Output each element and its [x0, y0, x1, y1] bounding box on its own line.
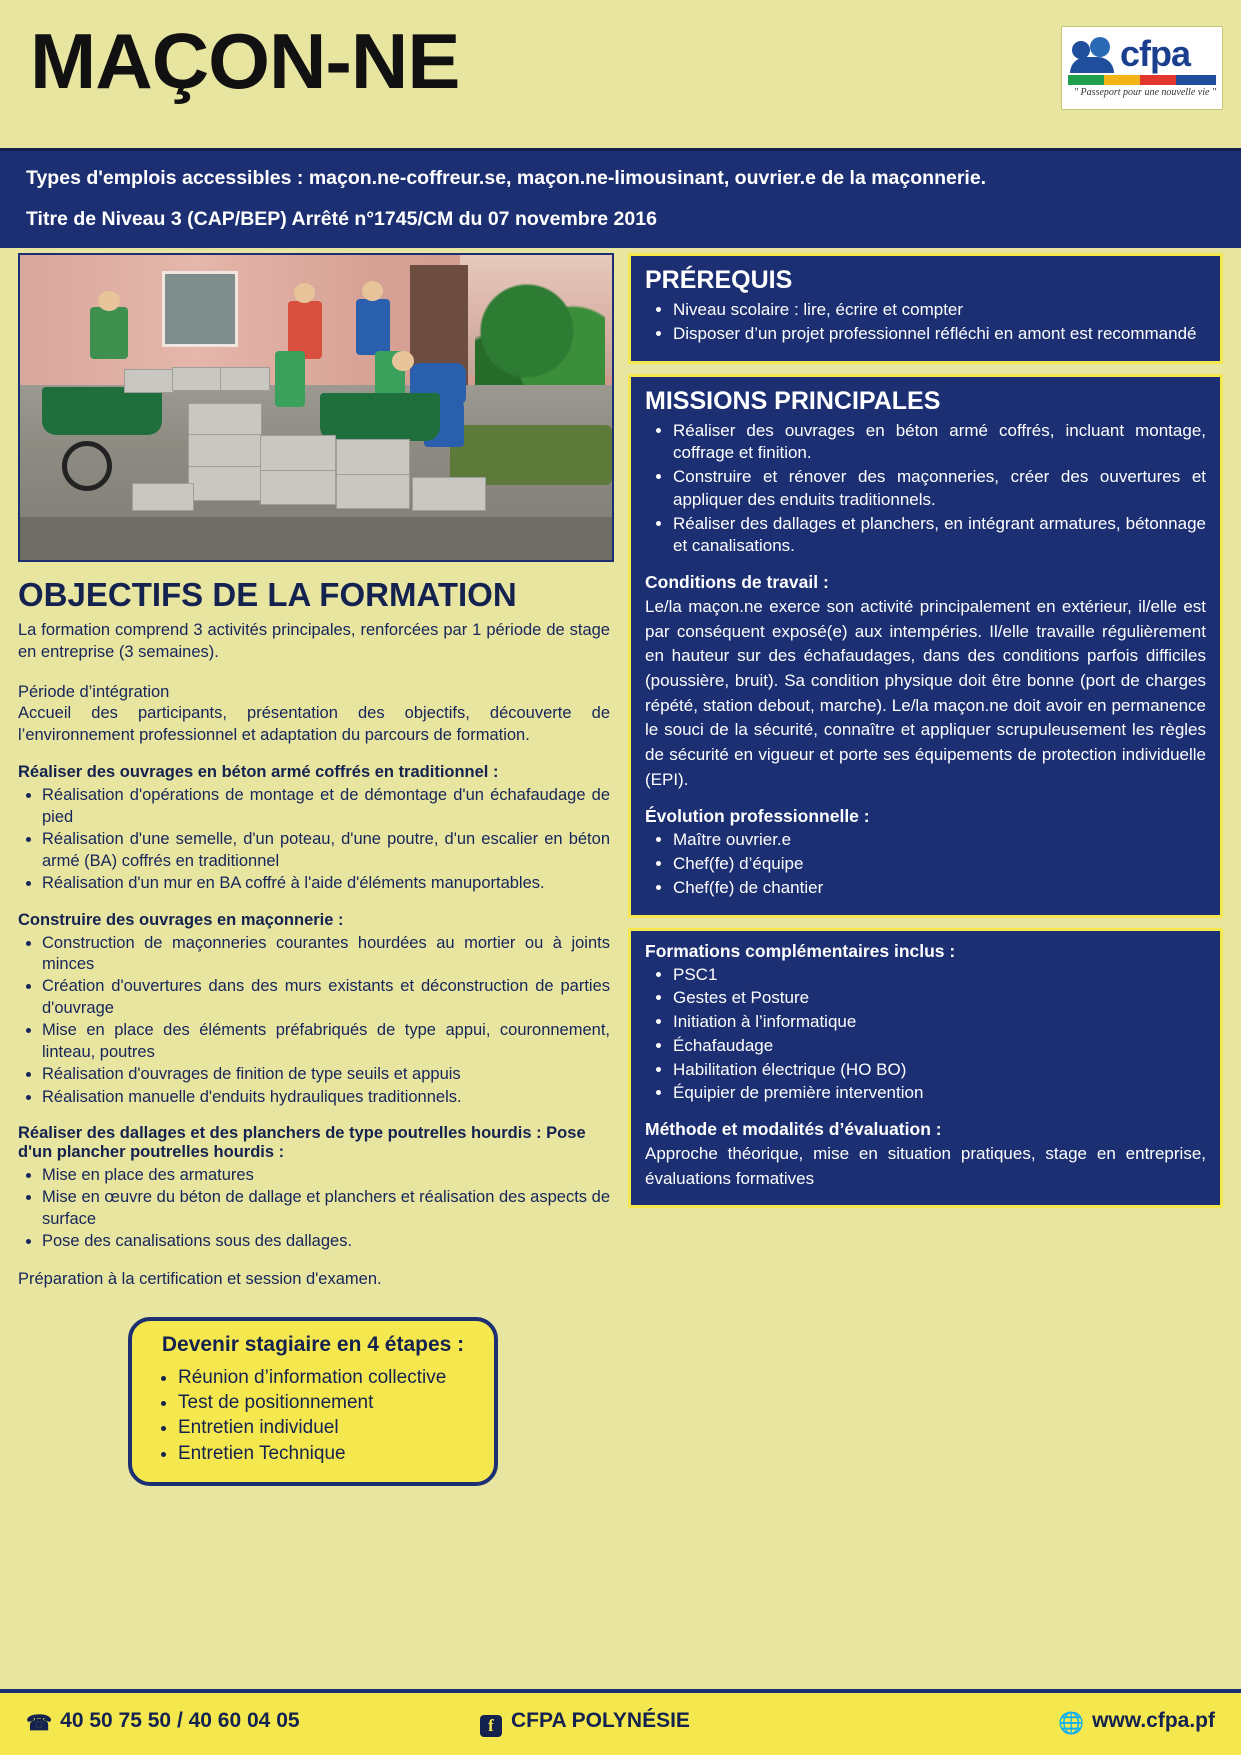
extra-trainings-title: Formations complémentaires inclus : — [645, 940, 956, 961]
certification-line: Titre de Niveau 3 (CAP/BEP) Arrêté n°1745/CM du 07 novembre 2016 — [26, 208, 657, 230]
list-item: • Construction de maçonneries courantes hourdées au mortier ou à joints minces — [42, 933, 610, 976]
steps-list — [148, 1365, 478, 1466]
list-item: • Pose des canalisations sous des dallages. — [42, 1231, 610, 1252]
list-item: • Équipier de première intervention — [673, 1082, 1206, 1105]
list-item: • Mise en œuvre du béton de dallage et planchers et réalisation des aspects de surface — [42, 1187, 610, 1230]
missions-title: MISSIONS PRINCIPALES — [645, 386, 941, 415]
closing-text: Préparation à la certification et session d'examen. — [18, 1269, 382, 1288]
steps-box — [128, 1317, 498, 1486]
objectives-title: OBJECTIFS DE LA FORMATION — [18, 576, 517, 613]
footer — [0, 1689, 1241, 1755]
logo-wordmark: cfpa — [1120, 33, 1191, 74]
footer-website[interactable] — [1058, 1709, 1215, 1736]
footer-phone[interactable] — [26, 1709, 300, 1736]
logo-slogan: " Passeport pour une nouvelle vie " — [1073, 87, 1217, 98]
work-conditions-title: Conditions de travail : — [645, 572, 829, 593]
extra-trainings-box — [628, 928, 1223, 1209]
logo-top — [1062, 29, 1222, 77]
list-item: • Chef(fe) de chantier — [673, 877, 1206, 900]
list-item: • Réaliser des ouvrages en béton armé coffrés, incluant montage, coffrage et finition. — [673, 420, 1206, 466]
list-item: • Réalisation d'un mur en BA coffré à l'aide d'éléments manuportables. — [42, 873, 610, 894]
missions-box — [628, 374, 1223, 918]
steps-title: Devenir stagiaire en 4 étapes : — [161, 1332, 465, 1356]
section-2-list — [18, 933, 610, 1109]
objectives-intro: La formation comprend 3 activités principales, renforcées par 1 période de stage en entreprise (3 semaines). — [18, 620, 610, 661]
list-item: • Disposer d’un projet professionnel réfléchi en amont est recommandé — [673, 323, 1206, 346]
section-1-heading: Réaliser des ouvrages en béton armé coffrés en traditionnel : — [18, 763, 499, 782]
list-item: • Mise en place des armatures — [42, 1165, 610, 1186]
footer-facebook[interactable] — [480, 1709, 690, 1737]
list-item: • Initiation à l’informatique — [673, 1011, 1206, 1034]
list-item: • PSC1 — [673, 964, 1206, 987]
jobs-line: Types d'emplois accessibles : maçon.ne-coffreur.se, maçon.ne-limousinant, ouvrier.e de la maçonnerie. — [26, 167, 987, 189]
section-1-list — [18, 785, 610, 894]
list-item: • Test de positionnement — [178, 1390, 478, 1415]
career-list — [645, 829, 1206, 899]
footer-website-text: www.cfpa.pf — [1092, 1709, 1215, 1732]
jobs-band — [0, 148, 1241, 248]
left-column — [18, 253, 610, 1486]
prerequisites-title: PRÉREQUIS — [645, 266, 793, 294]
globe-icon: 🌐 — [1057, 1712, 1085, 1735]
list-item: • Réalisation d'une semelle, d'un poteau, d'une poutre, d'un escalier en béton armé (BA) coffrés en traditionnel — [42, 829, 610, 872]
logo-stripes — [1068, 75, 1216, 85]
extra-trainings-list — [645, 964, 1206, 1106]
list-item: • Mise en place des éléments préfabriqués de type appui, couronnement, linteau, poutres — [42, 1020, 610, 1063]
evaluation-title: Méthode et modalités d’évaluation : — [645, 1119, 942, 1140]
list-item: • Réaliser des dallages et planchers, en intégrant armatures, bétonnage et canalisations. — [673, 513, 1206, 559]
career-title: Évolution professionnelle : — [645, 806, 870, 827]
prerequisites-box — [628, 253, 1223, 364]
list-item: • Échafaudage — [673, 1035, 1206, 1058]
list-item: • Réalisation d'ouvrages de finition de type seuils et appuis — [42, 1064, 610, 1085]
header — [0, 0, 1241, 148]
list-item: • Entretien Technique — [178, 1441, 478, 1466]
people-icon — [1070, 35, 1116, 73]
cfpa-logo — [1061, 26, 1223, 110]
right-column — [628, 253, 1223, 1208]
facebook-icon: f — [480, 1715, 502, 1737]
list-item: • Habilitation électrique (HO BO) — [673, 1059, 1206, 1082]
page-title: MAÇON-NE — [30, 17, 460, 105]
list-item: • Réalisation manuelle d'enduits hydrauliques traditionnels. — [42, 1087, 610, 1108]
section-2-heading: Construire des ouvrages en maçonnerie : — [18, 910, 344, 929]
list-item: • Maître ouvrier.e — [673, 829, 1206, 852]
footer-facebook-text: CFPA POLYNÉSIE — [511, 1709, 690, 1732]
section-3-heading: Réaliser des dallages et des planchers de type poutrelles hourdis : Pose d'un plancher poutrelles hourdis : — [18, 1124, 586, 1162]
training-photo — [18, 253, 614, 562]
list-item: • Gestes et Posture — [673, 987, 1206, 1010]
list-item: • Création d'ouvertures dans des murs existants et déconstruction de parties d'ouvrage — [42, 976, 610, 1019]
prerequisites-list — [645, 299, 1206, 346]
list-item: • Réalisation d'opérations de montage et de démontage d'un échafaudage de pied — [42, 785, 610, 828]
list-item: • Entretien individuel — [178, 1415, 478, 1440]
work-conditions-text: Le/la maçon.ne exerce son activité principalement en extérieur, il/elle est par conséquent exposé(e) aux intempéries. Il/elle travaille régulièrement en hauteur sur des échafaudages, dans des conditions parfois difficiles (poussière, bruit). Sa condition physique doit être bonne (port de charges répété, station debout, marche). Le/la maçon.ne doit avoir en permanence le souci de la sécurité, connaître et appliquer scrupuleusement les règles de sécurité en vigueur et porte ses équipements de protection individuelle (EPI). — [645, 597, 1206, 789]
missions-list — [645, 420, 1206, 559]
integration-text: Accueil des participants, présentation des objectifs, découverte de l’environnement professionnel et adaptation du parcours de formation. — [18, 704, 610, 745]
list-item: • Construire et rénover des maçonneries, créer des ouvertures et appliquer des enduits traditionnels. — [673, 466, 1206, 512]
phone-icon: ☎ — [26, 1712, 53, 1735]
integration-title: Période d’intégration — [18, 682, 170, 701]
list-item: • Réunion d’information collective — [178, 1365, 478, 1390]
list-item: • Chef(fe) d’équipe — [673, 853, 1206, 876]
section-3-list — [18, 1165, 610, 1253]
evaluation-text: Approche théorique, mise en situation pratiques, stage en entreprise, évaluations formatives — [645, 1144, 1206, 1188]
footer-phone-text: 40 50 75 50 / 40 60 04 05 — [60, 1709, 300, 1732]
list-item: • Niveau scolaire : lire, écrire et compter — [673, 299, 1206, 322]
